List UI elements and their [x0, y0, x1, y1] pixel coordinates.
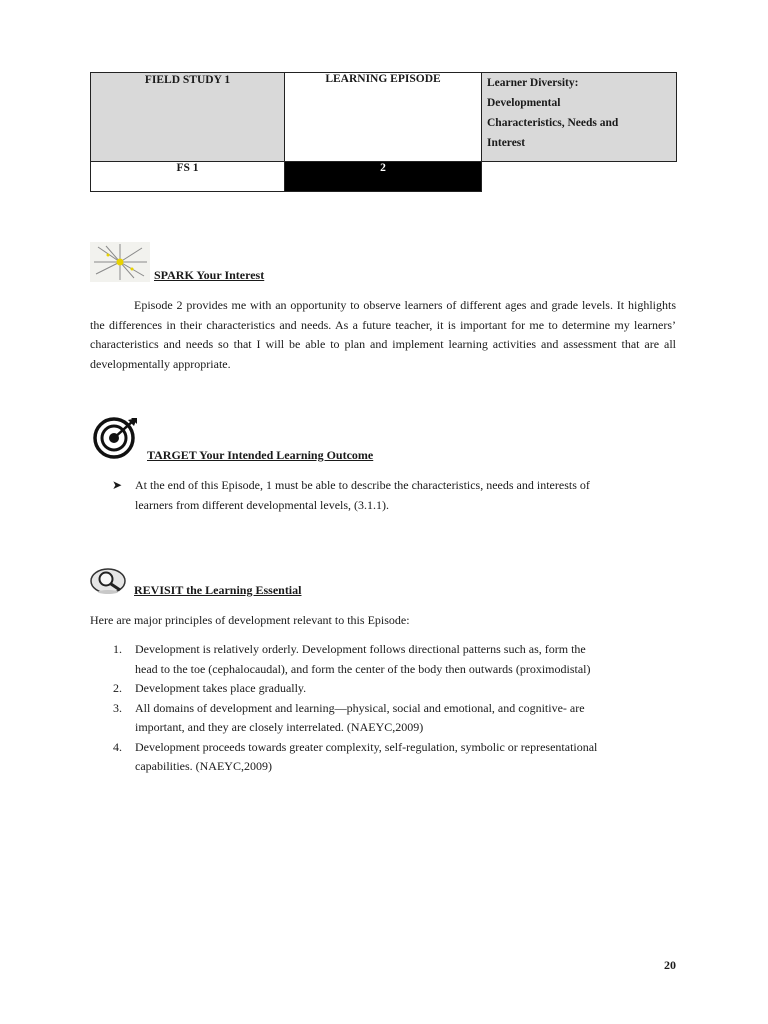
fs-code-cell: FS 1 [91, 162, 285, 192]
list-item: 1. Development is relatively orderly. Development follows directional patterns such as, form the head to the toe (cephalocaudal), and form the center of the body then outwards (proximodistal) [113, 642, 591, 676]
list-item: 2. Development takes place gradually. [113, 681, 307, 695]
revisit-title: REVISIT the Learning Essential [134, 583, 302, 597]
target-bullet-line: At the end of this Episode, 1 must be able to describe the characteristics, needs and interests of [135, 478, 590, 492]
topic-cell [482, 73, 677, 162]
arrowhead-bullet-icon: ➤ [112, 478, 123, 492]
learning-episode-cell: LEARNING EPISODE [285, 73, 482, 162]
field-study-cell: FIELD STUDY 1 [91, 73, 285, 162]
topic-line: Interest [487, 137, 526, 149]
target-bullet-line: learners from different developmental levels, (3.1.1). [135, 498, 390, 512]
topic-line: Learner Diversity: [487, 77, 579, 89]
target-icon [93, 416, 139, 460]
principles-list [90, 640, 680, 777]
target-title: TARGET Your Intended Learning Outcome [147, 448, 374, 462]
empty-cell [482, 162, 677, 192]
topic-line: Characteristics, Needs and [487, 117, 619, 129]
header-table [90, 72, 677, 192]
sparkle-icon [90, 242, 150, 282]
spark-paragraph: Episode 2 provides me with an opportunity to observe learners of different ages and grade levels. It highlights the differences in their characteristics and needs. As a future teacher, it is important for me to determine my learners’ characteristics and needs so that I will be able to plan and implement learning activities and assessment that are all developmentally appropriate. [90, 298, 676, 371]
topic-line: Developmental [487, 97, 561, 109]
list-item: 4. Development proceeds towards greater complexity, self-regulation, symbolic or representational capabilities. (NAEYC,2009) [113, 739, 598, 773]
list-item: 3. All domains of development and learning—physical, social and emotional, and cognitive- are important, and they are closely interrelated. (NAEYC,2009) [113, 700, 585, 734]
revisit-intro: Here are major principles of development relevant to this Episode: [90, 613, 410, 627]
page-number: 20 [664, 958, 676, 972]
spark-title: SPARK Your Interest [154, 268, 265, 282]
episode-number-cell: 2 [285, 162, 482, 192]
magnifier-icon [90, 566, 132, 596]
